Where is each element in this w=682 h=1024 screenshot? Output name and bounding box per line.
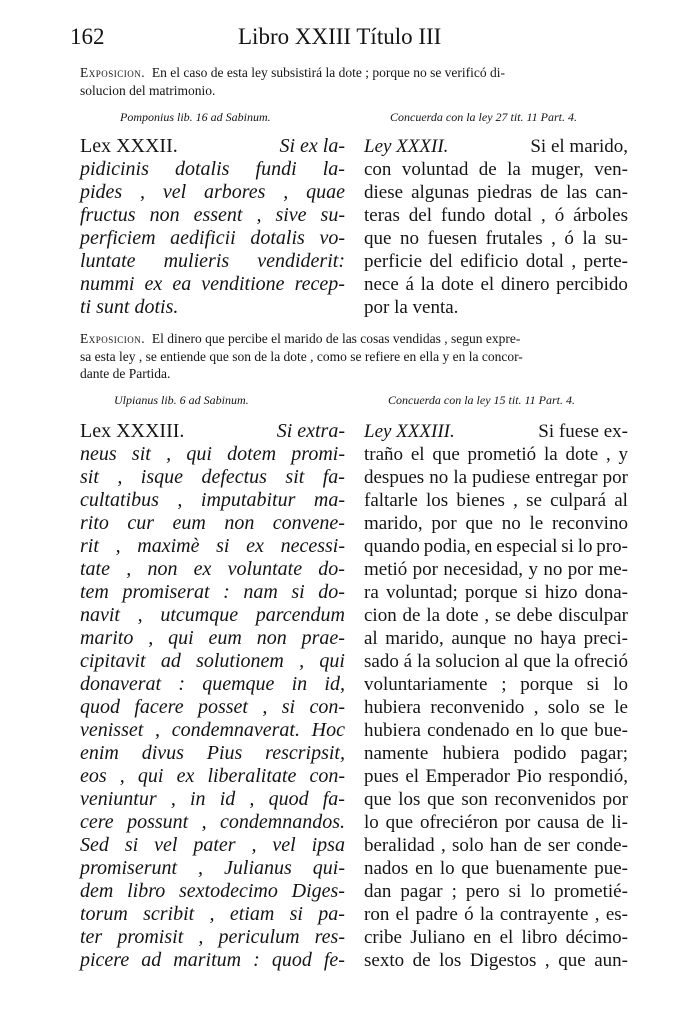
text-line: nummi ex ea venditione recep- <box>80 273 345 295</box>
exposicion-note-2 <box>80 330 628 383</box>
lex-heading: Lex XXXII. <box>80 135 178 157</box>
text-line: voluntariamente ; porque si lo <box>364 674 628 695</box>
running-title: Libro XXIII Título III <box>238 24 442 49</box>
text-line: promiserunt , Julianus qui- <box>80 857 345 879</box>
text-line: sit , isque defectus sit fa- <box>80 466 345 488</box>
text-line: ti sunt dotis. <box>80 296 179 318</box>
text-line: eos , qui ex liberalitate con- <box>80 765 345 787</box>
text-line: sado á la solucion al que la ofreció <box>364 651 628 672</box>
text-line: Si el marido, <box>530 136 628 157</box>
exposicion-text-line: dante de Partida. <box>80 366 171 381</box>
text-line: cion de la dote , se debe disculpar <box>364 605 628 626</box>
text-line: metió por necesidad, y no por me- <box>364 559 628 580</box>
ley-heading: Ley XXXII. <box>364 136 449 157</box>
text-line: donaverat : quemque in id, <box>80 673 345 695</box>
spanish-source-citation: Concuerda con la ley 15 tit. 11 Part. 4. <box>388 393 575 407</box>
text-line: quod facere posset , si con- <box>80 696 345 718</box>
text-line: cribe Juliano en el libro décimo- <box>364 927 628 948</box>
text-line: tem promiserat : nam si do- <box>80 581 345 603</box>
text-line: por la venta. <box>364 297 459 318</box>
spanish-text-ley-33 <box>364 420 628 972</box>
spanish-text-ley-32 <box>364 135 628 319</box>
text-line: marito , qui eum non prae- <box>80 627 345 649</box>
latin-source-citation: Ulpianus lib. 6 ad Sabinum. <box>114 393 249 407</box>
text-line: cere possunt , condemnandos. <box>80 811 345 833</box>
text-line: veniuntur , in id , quod fa- <box>80 788 345 810</box>
text-line: sexto de los Digestos , que aun- <box>364 950 628 971</box>
text-line: cipitavit ad solutionem , qui <box>80 650 345 672</box>
page-number: 162 <box>70 24 105 49</box>
ley-heading: Ley XXXIII. <box>364 421 455 442</box>
text-line: pues el Emperador Pio respondió, <box>364 766 628 787</box>
text-line: luntate mulieris vendiderit: <box>80 250 345 272</box>
spanish-source-citation: Concuerda con la ley 27 tit. 11 Part. 4. <box>390 110 577 124</box>
text-line: rit , maximè si ex necessi- <box>80 535 345 557</box>
text-line: pides , vel arbores , quae <box>80 181 345 203</box>
text-line: traño el que prometió la dote , y <box>364 444 628 465</box>
exposicion-label: Exposicion. <box>80 65 146 80</box>
text-line: despues no la pudiese entregar por <box>364 467 628 488</box>
text-line: ter promisit , periculum res- <box>80 926 345 948</box>
text-line: perficiem aedificii dotalis vo- <box>80 227 345 249</box>
text-line: teras del fundo dotal , ó árboles <box>364 205 628 226</box>
text-line: cultatibus , imputabitur ma- <box>80 489 345 511</box>
exposicion-text-line: sa esta ley , se entiende que son de la dote , como se refiere en ella y en la concor- <box>80 348 523 364</box>
text-line: rito cur eum non convene- <box>80 512 345 534</box>
exposicion-text-line: El dinero que percibe el marido de las cosas vendidas , segun expre- <box>151 331 521 346</box>
text-line: Sed si vel pater , vel ipsa <box>80 834 345 856</box>
text-line: Si extra- <box>276 420 345 442</box>
exposicion-text-line: En el caso de esta ley subsistirá la dote ; porque no se verificó di- <box>151 65 506 80</box>
text-line: ron el padre ó la contrayente , es- <box>364 904 628 925</box>
text-line: perficie del edificio dotal , perte- <box>364 251 628 272</box>
text-line: Si fuese ex- <box>538 421 628 442</box>
text-line: faltarle los bienes , se culpará al <box>364 490 628 511</box>
text-line: quando podia, en especial si lo pro- <box>364 536 628 557</box>
text-line: enim divus Pius rescripsit, <box>80 742 345 764</box>
exposicion-label: Exposicion. <box>80 331 146 346</box>
text-line: navit , utcumque parcendum <box>80 604 345 626</box>
text-line: nados en lo que buenamente pue- <box>364 858 628 879</box>
latin-source-citation: Pomponius lib. 16 ad Sabinum. <box>120 110 271 124</box>
text-line: neus sit , qui dotem promi- <box>80 443 345 465</box>
text-line: marido, por que no le reconvino <box>364 513 628 534</box>
latin-text-lex-33 <box>80 420 345 972</box>
text-line: beralidad , solo han de ser conde- <box>364 835 628 856</box>
text-line: lo que ofreciéron por causa de li- <box>364 812 628 833</box>
latin-text-lex-32 <box>80 135 345 319</box>
text-line: pidicinis dotalis fundi la- <box>80 158 345 180</box>
text-line: ra voluntad; porque si hizo dona- <box>364 582 628 603</box>
text-line: con voluntad de la muger, ven- <box>364 159 628 180</box>
text-line: namente hubiera podido pagar; <box>364 743 628 764</box>
text-line: dan pagar ; pero si lo prometié- <box>364 881 628 902</box>
text-line: nece á la dote el dinero percibido <box>364 274 628 295</box>
text-line: fructus non essent , sive su- <box>80 204 345 226</box>
text-line: que los que son reconvenidos por <box>364 789 628 810</box>
text-line: diese algunas piedras de las can- <box>364 182 628 203</box>
text-line: Si ex la- <box>279 135 345 157</box>
text-line: picere ad maritum : quod fe- <box>80 949 345 971</box>
lex-heading: Lex XXXIII. <box>80 420 185 442</box>
text-line: al marido, aunque no haya preci- <box>364 628 628 649</box>
exposicion-text-line: solucion del matrimonio. <box>80 82 216 98</box>
text-line: hubiera reconvenido , solo se le <box>364 697 628 718</box>
text-line: que no fuesen frutales , ó la su- <box>364 228 628 249</box>
text-line: tate , non ex voluntate do- <box>80 558 345 580</box>
text-line: torum scribit , etiam si pa- <box>80 903 345 925</box>
text-line: hubiera condenado en lo que bue- <box>364 720 628 741</box>
text-line: venisset , condemnaverat. Hoc <box>80 719 345 741</box>
exposicion-note-1 <box>80 64 628 99</box>
text-line: dem libro sextodecimo Diges- <box>80 880 345 902</box>
